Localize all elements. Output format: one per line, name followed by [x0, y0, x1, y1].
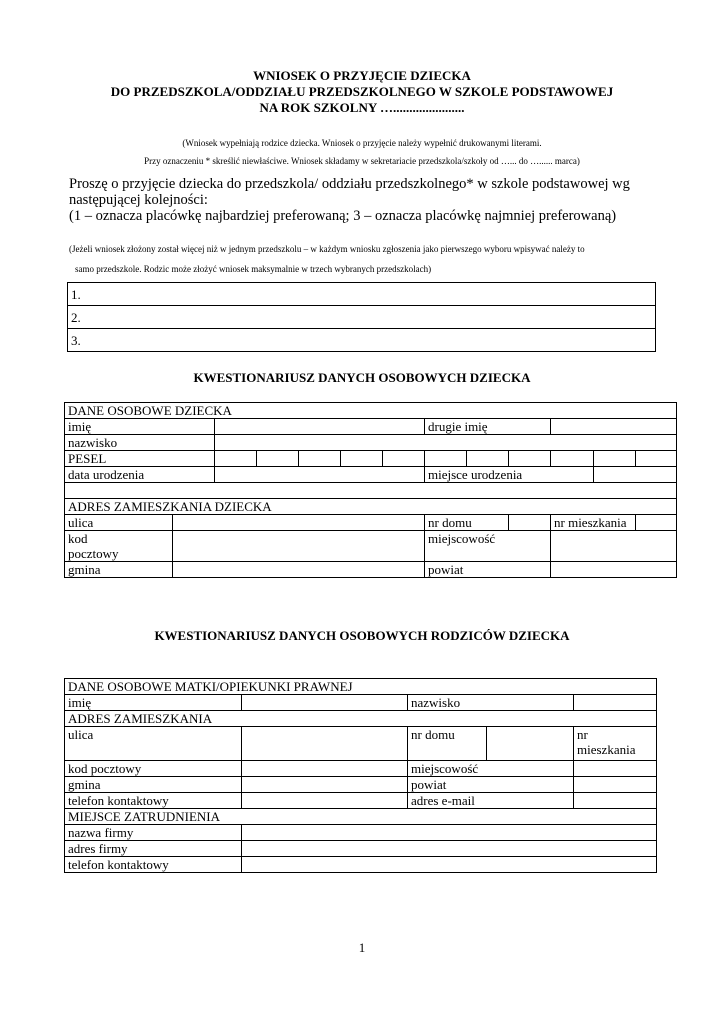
preferences-table	[67, 282, 656, 352]
mother-data-table	[64, 678, 657, 873]
child-street-label: ulica	[65, 515, 173, 531]
mother-postal-code-field[interactable]	[242, 761, 408, 777]
request-line-1: Proszę o przyjęcie dziecka do przedszkola/ oddziału przedszkolnego* w szkole podstawowej wg	[69, 176, 630, 192]
child-flat-no-field[interactable]	[636, 515, 677, 531]
mother-surname-label: nazwisko	[408, 695, 574, 711]
child-city-field[interactable]	[551, 531, 677, 562]
info-line-2: samo przedszkole. Rodzic może złożyć wniosek maksymalnie w trzech wybranych przedszkolach)	[75, 264, 432, 274]
preference-2[interactable]: 2.	[68, 306, 656, 329]
pesel-digit-field[interactable]	[383, 451, 425, 467]
child-address-header: ADRES ZAMIESZKANIA DZIECKA	[65, 499, 677, 515]
child-pesel-label: PESEL	[65, 451, 215, 467]
preference-3[interactable]: 3.	[68, 329, 656, 352]
mother-personal-header: DANE OSOBOWE MATKI/OPIEKUNKI PRAWNEJ	[65, 679, 657, 695]
form-title-line-2: DO PRZEDSZKOLA/ODDZIAŁU PRZEDSZKOLNEGO W SZKOLE PODSTAWOWEJ	[110, 84, 614, 99]
pesel-digit-field[interactable]	[636, 451, 677, 467]
mother-address-header: ADRES ZAMIESZKANIA	[65, 711, 657, 727]
note-line-1: (Wniosek wypełniają rodzice dziecka. Wniosek o przyjęcie należy wypełnić drukowanymi literami.	[182, 138, 542, 148]
mother-street-label: ulica	[65, 727, 242, 761]
mother-postal-code-label: kod pocztowy	[65, 761, 242, 777]
pesel-digit-field[interactable]	[467, 451, 509, 467]
pesel-digit-field[interactable]	[425, 451, 467, 467]
preference-1[interactable]: 1.	[68, 283, 656, 306]
form-title-line-3: NA ROK SZKOLNY …......................	[259, 100, 465, 115]
flat-label-line-2: mieszkania	[577, 742, 636, 757]
mother-city-field[interactable]	[574, 761, 657, 777]
mother-house-no-label: nr domu	[408, 727, 487, 761]
pesel-digit-field[interactable]	[341, 451, 383, 467]
child-street-field[interactable]	[173, 515, 425, 531]
postal-label-line-2: pocztowy	[68, 546, 119, 561]
page-number: 1	[358, 940, 366, 955]
company-address-field[interactable]	[242, 841, 657, 857]
mother-first-name-field[interactable]	[242, 695, 408, 711]
child-postal-code-label	[65, 531, 173, 562]
parents-section-heading: KWESTIONARIUSZ DANYCH OSOBOWYCH RODZICÓW DZIECKA	[154, 628, 570, 643]
mother-phone-label: telefon kontaktowy	[65, 793, 242, 809]
child-birth-place-label: miejsce urodzenia	[425, 467, 594, 483]
pesel-digit-field[interactable]	[551, 451, 594, 467]
mother-street-field[interactable]	[242, 727, 408, 761]
company-address-label: adres firmy	[65, 841, 242, 857]
mother-first-name-label: imię	[65, 695, 242, 711]
child-second-name-label: drugie imię	[425, 419, 551, 435]
child-house-no-label: nr domu	[425, 515, 509, 531]
child-surname-label: nazwisko	[65, 435, 215, 451]
child-house-no-field[interactable]	[509, 515, 551, 531]
postal-label-line-1: kod	[68, 531, 88, 546]
info-line-1: (Jeżeli wniosek złożony został więcej niż w jednym przedszkolu – w każdym wniosku zgłoszenia jako pierwszego wyboru wpisywać należy to	[69, 244, 585, 254]
note-line-2: Przy oznaczeniu * skreślić niewłaściwe. Wniosek składamy w sekretariacie przedszkola/szkoły od …... do …...... marca)	[144, 156, 580, 166]
pesel-digit-field[interactable]	[215, 451, 257, 467]
mother-district-label: powiat	[408, 777, 574, 793]
child-first-name-label: imię	[65, 419, 215, 435]
pesel-digit-field[interactable]	[299, 451, 341, 467]
mother-city-label: miejscowość	[408, 761, 574, 777]
mother-phone-field[interactable]	[242, 793, 408, 809]
company-name-field[interactable]	[242, 825, 657, 841]
mother-district-field[interactable]	[574, 777, 657, 793]
child-birth-date-label: data urodzenia	[65, 467, 215, 483]
form-title-line-1: WNIOSEK O PRZYJĘCIE DZIECKA	[253, 68, 471, 83]
child-surname-field[interactable]	[215, 435, 677, 451]
pesel-digit-field[interactable]	[509, 451, 551, 467]
child-personal-header: DANE OSOBOWE DZIECKA	[65, 403, 677, 419]
child-second-name-field[interactable]	[551, 419, 677, 435]
child-data-table	[64, 402, 677, 578]
mother-flat-no-label	[574, 727, 657, 761]
empty-row	[65, 483, 677, 499]
child-first-name-field[interactable]	[215, 419, 425, 435]
child-flat-no-label: nr mieszkania	[551, 515, 636, 531]
child-postal-code-field[interactable]	[173, 531, 425, 562]
mother-surname-field[interactable]	[574, 695, 657, 711]
mother-municipality-label: gmina	[65, 777, 242, 793]
pesel-digit-field[interactable]	[594, 451, 636, 467]
mother-municipality-field[interactable]	[242, 777, 408, 793]
child-section-heading: KWESTIONARIUSZ DANYCH OSOBOWYCH DZIECKA	[193, 370, 531, 385]
request-line-2: następującej kolejności:	[69, 192, 208, 208]
child-birth-place-field[interactable]	[594, 467, 677, 483]
company-phone-label: telefon kontaktowy	[65, 857, 242, 873]
child-municipality-field[interactable]	[173, 562, 425, 578]
flat-label-line-1: nr	[577, 727, 588, 742]
mother-email-field[interactable]	[574, 793, 657, 809]
pesel-digit-field[interactable]	[257, 451, 299, 467]
child-city-label: miejscowość	[425, 531, 551, 562]
child-birth-date-field[interactable]	[215, 467, 425, 483]
company-phone-field[interactable]	[242, 857, 657, 873]
child-district-field[interactable]	[551, 562, 677, 578]
mother-email-label: adres e-mail	[408, 793, 574, 809]
child-district-label: powiat	[425, 562, 551, 578]
request-line-3: (1 – oznacza placówkę najbardziej preferowaną; 3 – oznacza placówkę najmniej preferowaną)	[69, 208, 617, 224]
mother-house-no-field[interactable]	[487, 727, 574, 761]
company-name-label: nazwa firmy	[65, 825, 242, 841]
mother-workplace-header: MIEJSCE ZATRUDNIENIA	[65, 809, 657, 825]
child-municipality-label: gmina	[65, 562, 173, 578]
